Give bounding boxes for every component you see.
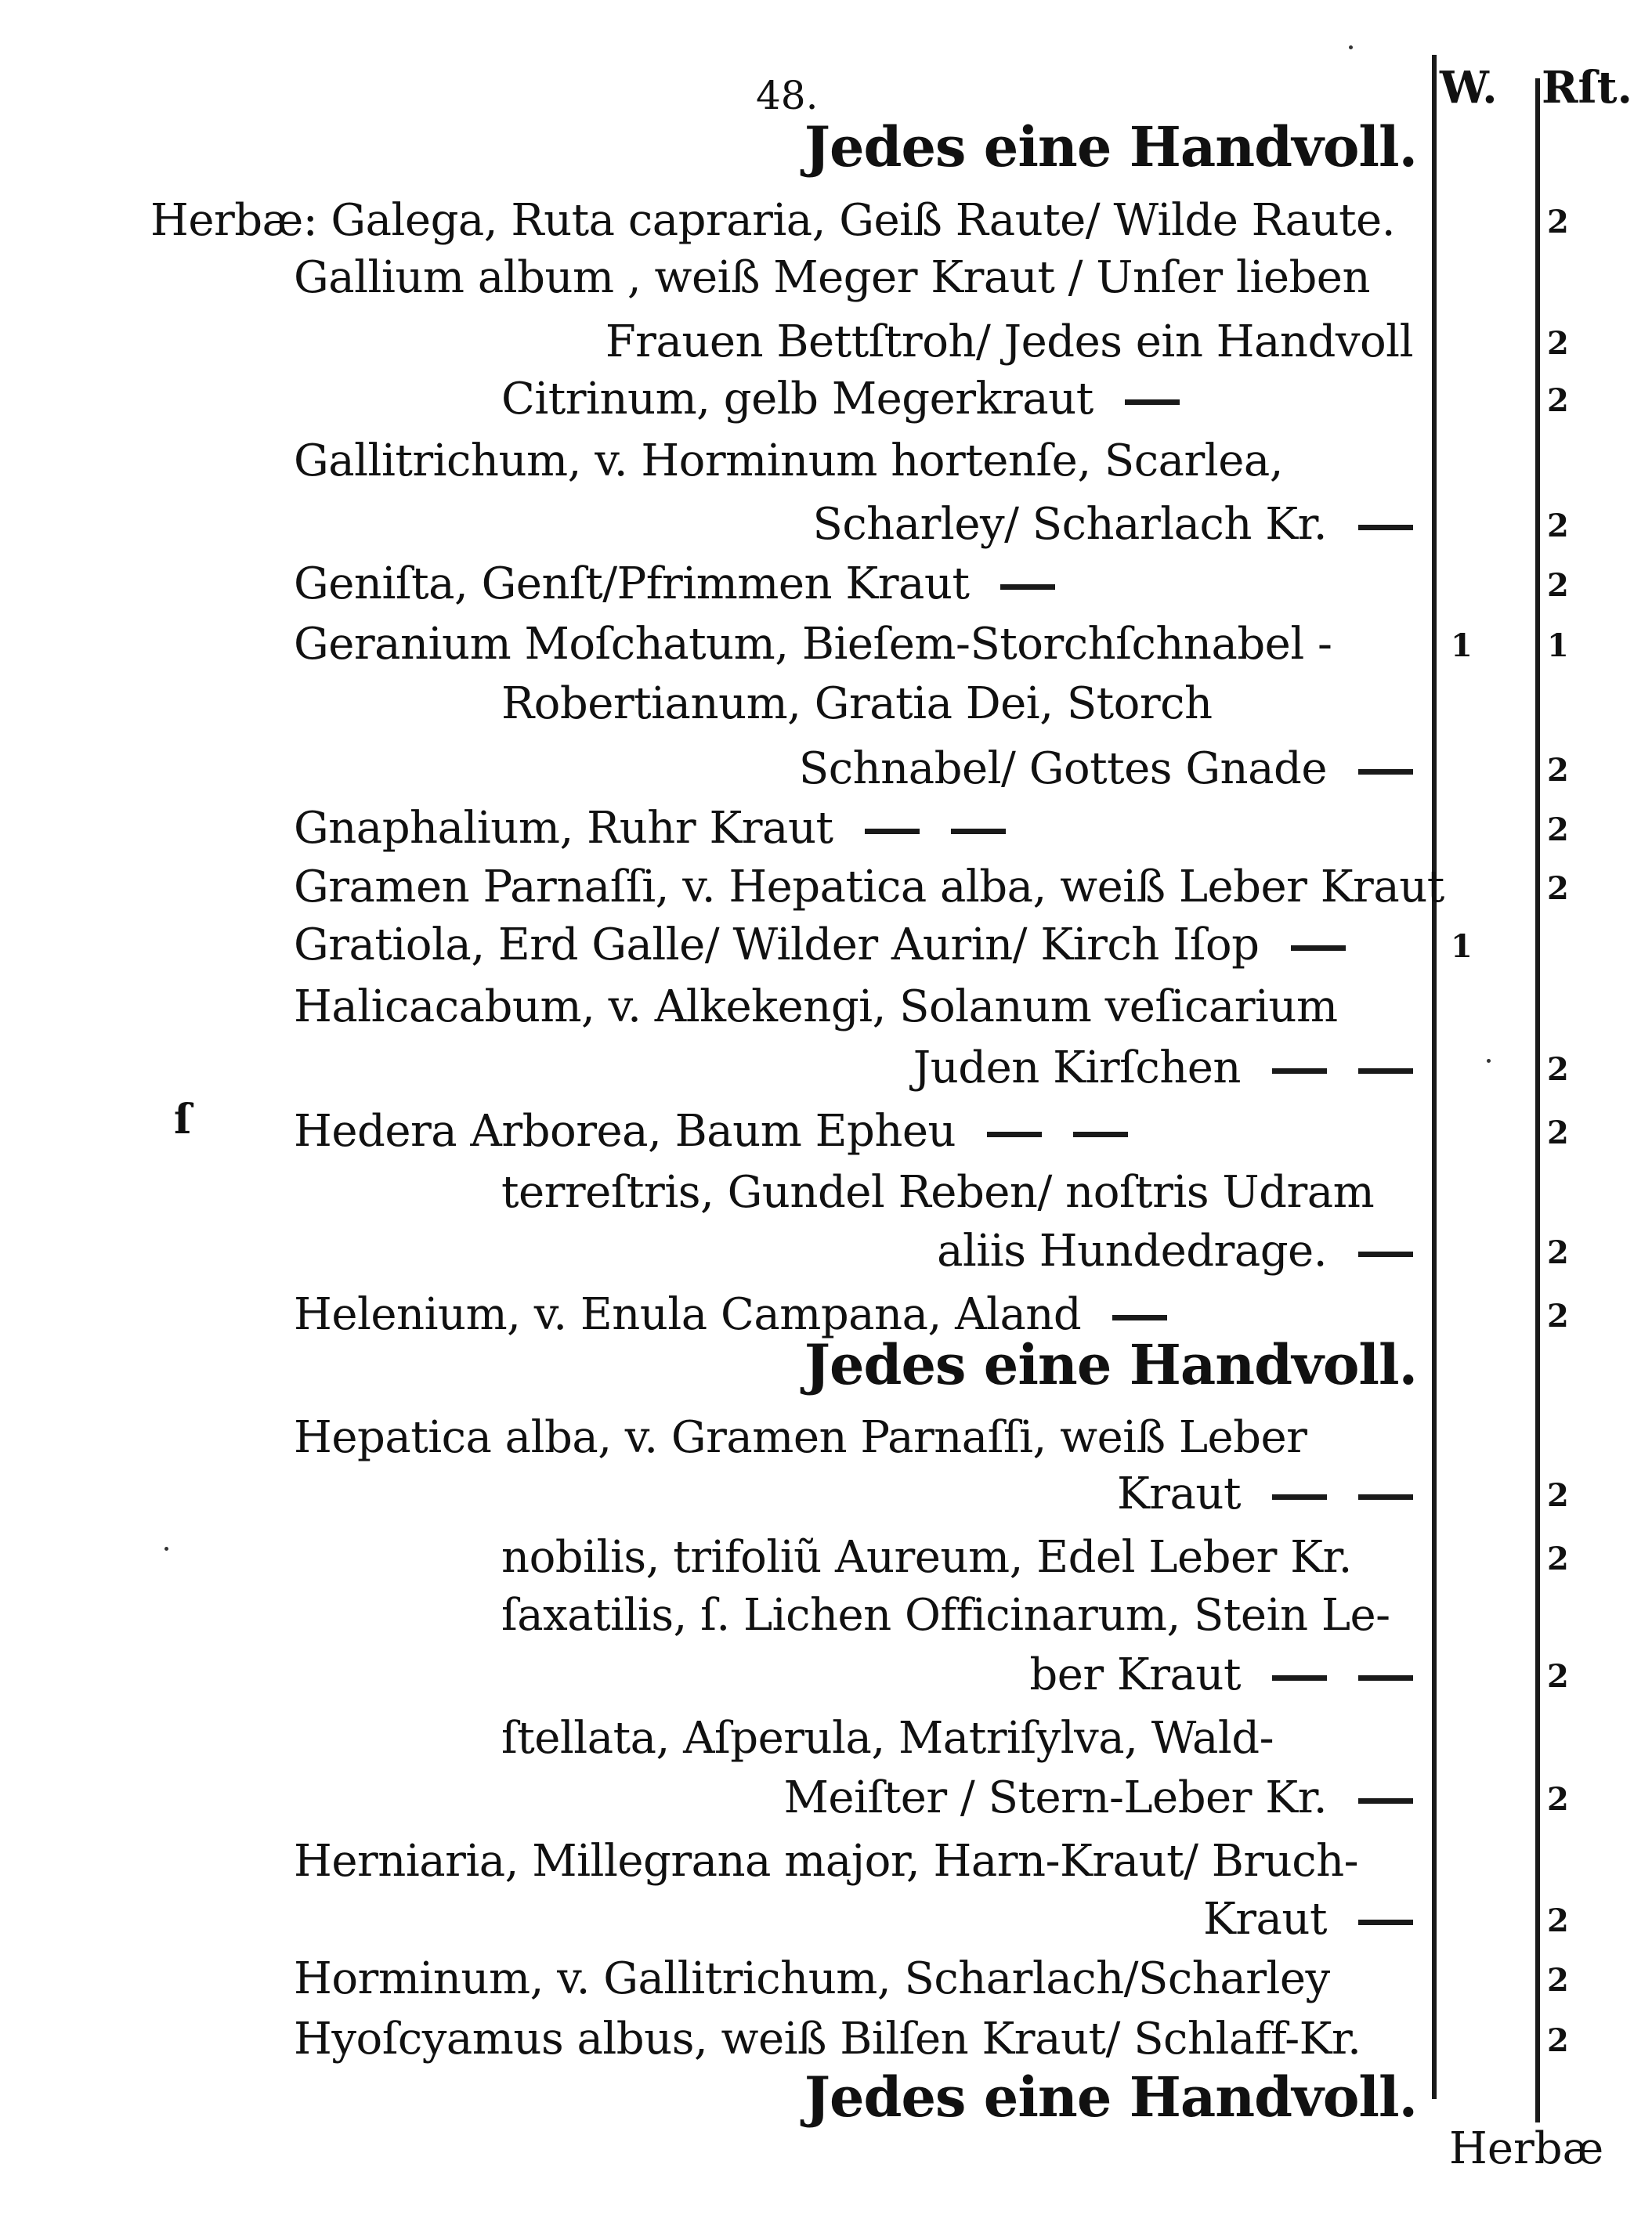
quantity-rst: 2: [1547, 1902, 1569, 1939]
column-header-w: W.: [1440, 62, 1498, 114]
entry-line: [501, 1591, 1390, 1641]
quantity-rst: 2: [1547, 870, 1569, 907]
dash-rule: [951, 829, 1006, 834]
entry-text: Horminum, v. Gallitrichum, Scharlach/Scharley: [294, 1953, 1330, 2004]
catchword: Herbæ: [1449, 2123, 1604, 2174]
quantity-rst: 2: [1547, 1781, 1569, 1818]
entry-text: Juden Kirſchen: [913, 1042, 1241, 1093]
section-heading: Jedes eine Handvoll.: [804, 2065, 1417, 2130]
entry-line: [937, 1226, 1413, 1277]
dash-rule: [865, 829, 920, 834]
entry-line: [294, 1290, 1167, 1340]
entry-line: [1029, 1650, 1413, 1700]
quantity-rst: 2: [1547, 508, 1569, 544]
entry-text: Kraut: [1202, 1894, 1327, 1945]
dash-rule: [1291, 945, 1346, 951]
quantity-rst: 2: [1547, 811, 1569, 848]
entry-line: [501, 1168, 1374, 1218]
dash-rule: [1073, 1132, 1128, 1137]
quantity-rst: 2: [1547, 1114, 1569, 1151]
quantity-rst: 2: [1547, 1051, 1569, 1088]
quantity-rst: 2: [1547, 567, 1569, 604]
dash-rule: [987, 1132, 1042, 1137]
entry-text: Citrinum, gelb Megerkraut: [501, 374, 1094, 424]
entry-text: Gratiola, Erd Galle/ Wilder Aurin/ Kirch Iſop: [294, 919, 1260, 970]
entry-text: Hedera Arborea, Baum Epheu: [294, 1106, 956, 1157]
ink-speck: [1349, 45, 1353, 49]
entry-line: [913, 1043, 1413, 1093]
entry-text: Geranium Moſchatum, Bieſem-Storchſchnabel -: [294, 619, 1332, 670]
dash-rule: [1358, 1494, 1413, 1500]
dash-rule: [1112, 1315, 1167, 1320]
entry-line: [501, 1533, 1352, 1583]
quantity-rst: 1: [1547, 627, 1569, 664]
section-heading: Jedes eine Handvoll.: [804, 1332, 1417, 1397]
entry-text: ſaxatilis, ſ. Lichen Officinarum, Stein Le-: [501, 1590, 1390, 1641]
entry-text: Schnabel/ Gottes Gnade: [798, 743, 1327, 794]
dash-rule: [1272, 1068, 1327, 1074]
entry-line: [294, 920, 1346, 970]
entry-text: nobilis, trifoliũ Aureum, Edel Leber Kr.: [501, 1532, 1352, 1583]
page-number: 48.: [756, 73, 819, 118]
dash-rule: [1358, 769, 1413, 775]
quantity-rst: 2: [1547, 2022, 1569, 2059]
entry-line: [150, 196, 1395, 246]
entry-line: [294, 620, 1332, 670]
entry-line: [294, 1837, 1358, 1887]
quantity-rst: 2: [1547, 204, 1569, 240]
entry-line: [294, 1413, 1307, 1463]
dash-rule: [1358, 525, 1413, 530]
dash-rule: [1358, 1675, 1413, 1681]
dash-rule: [1358, 1798, 1413, 1804]
entry-line: [294, 2014, 1361, 2065]
entry-line: [501, 1714, 1274, 1764]
dash-rule: [1358, 1920, 1413, 1925]
entry-text: Frauen Bettſtroh/ Jedes ein Handvoll: [605, 316, 1413, 367]
entry-text: Kraut: [1116, 1469, 1241, 1519]
section-heading: Jedes eine Handvoll.: [804, 114, 1417, 179]
entry-text: Gnaphalium, Ruhr Kraut: [294, 803, 833, 854]
entry-line: [294, 1107, 1128, 1157]
entry-text: Herbæ: Galega, Ruta capraria, Geiß Raute/ Wilde Raute.: [150, 195, 1395, 246]
quantity-rst: 2: [1547, 382, 1569, 419]
column-rule-right: [1535, 78, 1540, 2122]
quantity-rst: 2: [1547, 1658, 1569, 1695]
entry-line: [1117, 1469, 1413, 1519]
margin-mark: ſ: [174, 1096, 192, 1143]
entry-line: [294, 862, 1444, 912]
entry-line: [812, 500, 1413, 550]
entry-line: [294, 559, 1055, 609]
entry-line: [294, 804, 1006, 854]
ink-speck: [1487, 1059, 1491, 1063]
dash-rule: [1000, 584, 1055, 590]
entry-line: [294, 253, 1370, 303]
entry-line: [799, 744, 1413, 794]
entry-text: Hyoſcyamus albus, weiß Bilſen Kraut/ Schlaff-Kr.: [294, 2014, 1361, 2065]
entry-text: Geniſta, Genſt/Pfrimmen Kraut: [294, 558, 970, 609]
dash-rule: [1358, 1068, 1413, 1074]
entry-text: Gramen Parnaſſi, v. Hepatica alba, weiß Leber Kraut: [294, 862, 1444, 912]
column-rule-left: [1432, 55, 1437, 2099]
quantity-rst: 2: [1547, 1541, 1569, 1577]
quantity-rst: 2: [1547, 1962, 1569, 1999]
entry-line: [784, 1773, 1413, 1823]
entry-line: [294, 1954, 1330, 2004]
dash-rule: [1272, 1494, 1327, 1500]
entry-line: [501, 374, 1180, 424]
entry-text: Gallitrichum, v. Horminum hortenſe, Scarlea,: [294, 435, 1284, 486]
entry-text: Meiſter / Stern-Leber Kr.: [783, 1772, 1327, 1823]
quantity-rst: 2: [1547, 1234, 1569, 1271]
entry-text: Herniaria, Millegrana major, Harn-Kraut/ Bruch-: [294, 1836, 1359, 1887]
quantity-rst: 2: [1547, 325, 1569, 362]
quantity-w: 1: [1451, 928, 1473, 965]
entry-text: Scharley/ Scharlach Kr.: [812, 499, 1327, 550]
quantity-rst: 2: [1547, 1477, 1569, 1514]
quantity-rst: 2: [1547, 752, 1569, 789]
entry-text: terreſtris, Gundel Reben/ noſtris Udram: [501, 1167, 1375, 1218]
entry-text: Helenium, v. Enula Campana, Aland: [294, 1289, 1082, 1340]
quantity-w: 1: [1451, 627, 1473, 664]
quantity-rst: 2: [1547, 1298, 1569, 1335]
dash-rule: [1125, 399, 1180, 405]
ink-speck: [164, 1547, 168, 1551]
entry-line: [501, 679, 1213, 729]
column-header-rst: Rſt.: [1542, 62, 1632, 114]
entry-text: Halicacabum, v. Alkekengi, Solanum veſicarium: [294, 981, 1338, 1032]
dash-rule: [1272, 1675, 1327, 1681]
entry-line: [294, 982, 1338, 1032]
entry-text: ber Kraut: [1029, 1649, 1241, 1700]
entry-text: Gallium album , weiß Meger Kraut / Unſer lieben: [294, 252, 1371, 303]
entry-text: ſtellata, Aſperula, Matriſylva, Wald-: [501, 1713, 1274, 1764]
entry-line: [605, 317, 1413, 367]
entry-text: aliis Hundedrage.: [937, 1226, 1327, 1277]
dash-rule: [1358, 1252, 1413, 1257]
entry-text: Hepatica alba, v. Gramen Parnaſſi, weiß Leber: [294, 1412, 1307, 1463]
entry-line: [294, 436, 1283, 486]
entry-text: Robertianum, Gratia Dei, Storch: [501, 678, 1213, 729]
entry-line: [1203, 1895, 1413, 1945]
